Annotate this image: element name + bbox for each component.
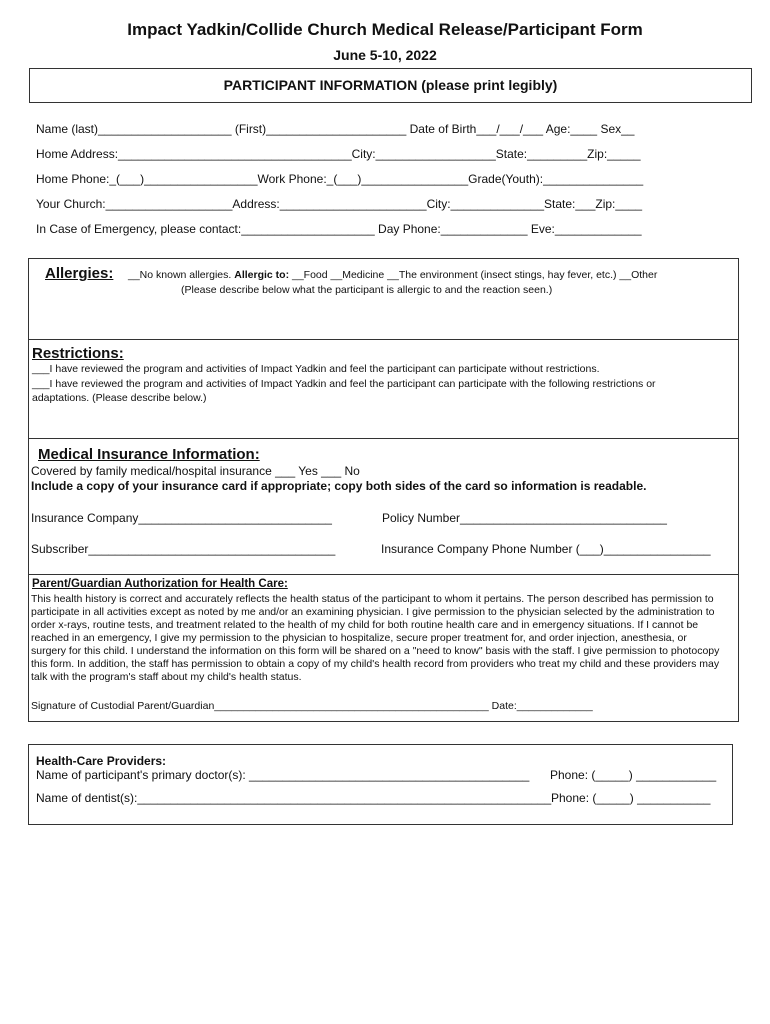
insurance-covered-line[interactable]: Covered by family medical/hospital insurance ___ Yes ___ No [31, 464, 360, 478]
participant-church-line[interactable]: Your Church:___________________Address:______________________City:______________State:___Zip:____ [36, 197, 643, 211]
dentist-phone[interactable]: Phone: (_____) ___________ [551, 791, 711, 805]
emergency-contact-line[interactable]: In Case of Emergency, please contact:____________________ Day Phone:_____________ Eve:_____________ [36, 222, 642, 236]
restrictions-option-with-cont: adaptations. (Please describe below.) [32, 392, 207, 404]
form-title: Impact Yadkin/Collide Church Medical Release/Participant Form [127, 20, 643, 39]
allergic-to-label: Allergic to: [234, 269, 290, 281]
dentist-field[interactable]: Name of dentist(s):______________________________________________________________ [36, 791, 552, 805]
policy-number-field[interactable]: Policy Number_______________________________ [382, 511, 667, 525]
primary-doctor-field[interactable]: Name of participant's primary doctor(s): __________________________________________ [36, 768, 530, 782]
insurance-heading: Medical Insurance Information: [38, 446, 260, 463]
participant-info-header-text: PARTICIPANT INFORMATION (please print legibly) [223, 77, 558, 93]
participant-phone-line[interactable]: Home Phone:_(___)_________________Work Phone:_(___)________________Grade(Youth):_______________ [36, 172, 644, 186]
authorization-body: This health history is correct and accurately reflects the health status of the participant to whom it pertains. The person described has permission to participate in all activities except as noted by me and/or an examining physician. I give permission to the physician selected by the administration to order x-rays, routine tests, and treatment related to the health of my child for both routine health care and in emergency situations. If I cannot be reached in an emergency, I give my permission to the physician to hospitalize, secure proper treatment for, and order injection, anesthesia, or surgery for this child. I understand the information on this form will be shared on a "need to know" basis with the staff. I give permission to photocopy this form. In addition, the staff has permission to obtain a copy of my child's health record from providers who treat my child and these providers may talk with the program's staff about my child's health status. [31, 593, 720, 683]
allergies-heading: Allergies: [45, 265, 114, 282]
subscriber-field[interactable]: Subscriber_____________________________________ [31, 542, 336, 556]
providers-heading: Health-Care Providers: [36, 754, 167, 768]
guardian-signature-line[interactable]: Signature of Custodial Parent/Guardian_______________________________________________ Date:_____________ [31, 700, 593, 712]
allergies-options [128, 269, 657, 281]
no-known-allergies-option[interactable]: __No known allergies. [128, 269, 232, 281]
authorization-heading: Parent/Guardian Authorization for Health Care: [32, 578, 288, 590]
allergies-note: (Please describe below what the participant is allergic to and the reaction seen.) [181, 284, 553, 296]
participant-address-line[interactable]: Home Address:___________________________________City:__________________State:_________Zip:_____ [36, 147, 641, 161]
insurance-phone-field[interactable]: Insurance Company Phone Number (___)________________ [381, 542, 711, 556]
restrictions-option-with[interactable]: ___I have reviewed the program and activities of Impact Yadkin and feel the participant can participate with the following restrictions or [32, 378, 656, 390]
participant-info-header [29, 68, 752, 103]
form-dates: June 5-10, 2022 [333, 47, 437, 63]
primary-doctor-phone[interactable]: Phone: (_____) ____________ [550, 768, 717, 782]
restrictions-heading: Restrictions: [32, 345, 124, 362]
participant-name-line[interactable]: Name (last)____________________ (First)_____________________ Date of Birth___/___/___ Age:____ Sex__ [36, 122, 635, 136]
insurance-company-field[interactable]: Insurance Company_____________________________ [31, 511, 332, 525]
insurance-card-note: Include a copy of your insurance card if appropriate; copy both sides of the card so information is readable. [31, 479, 647, 493]
allergy-type-options[interactable]: __Food __Medicine __The environment (insect stings, hay fever, etc.) __Other [292, 269, 658, 281]
restrictions-option-none[interactable]: ___I have reviewed the program and activities of Impact Yadkin and feel the participant can participate without restrictions. [32, 363, 600, 375]
